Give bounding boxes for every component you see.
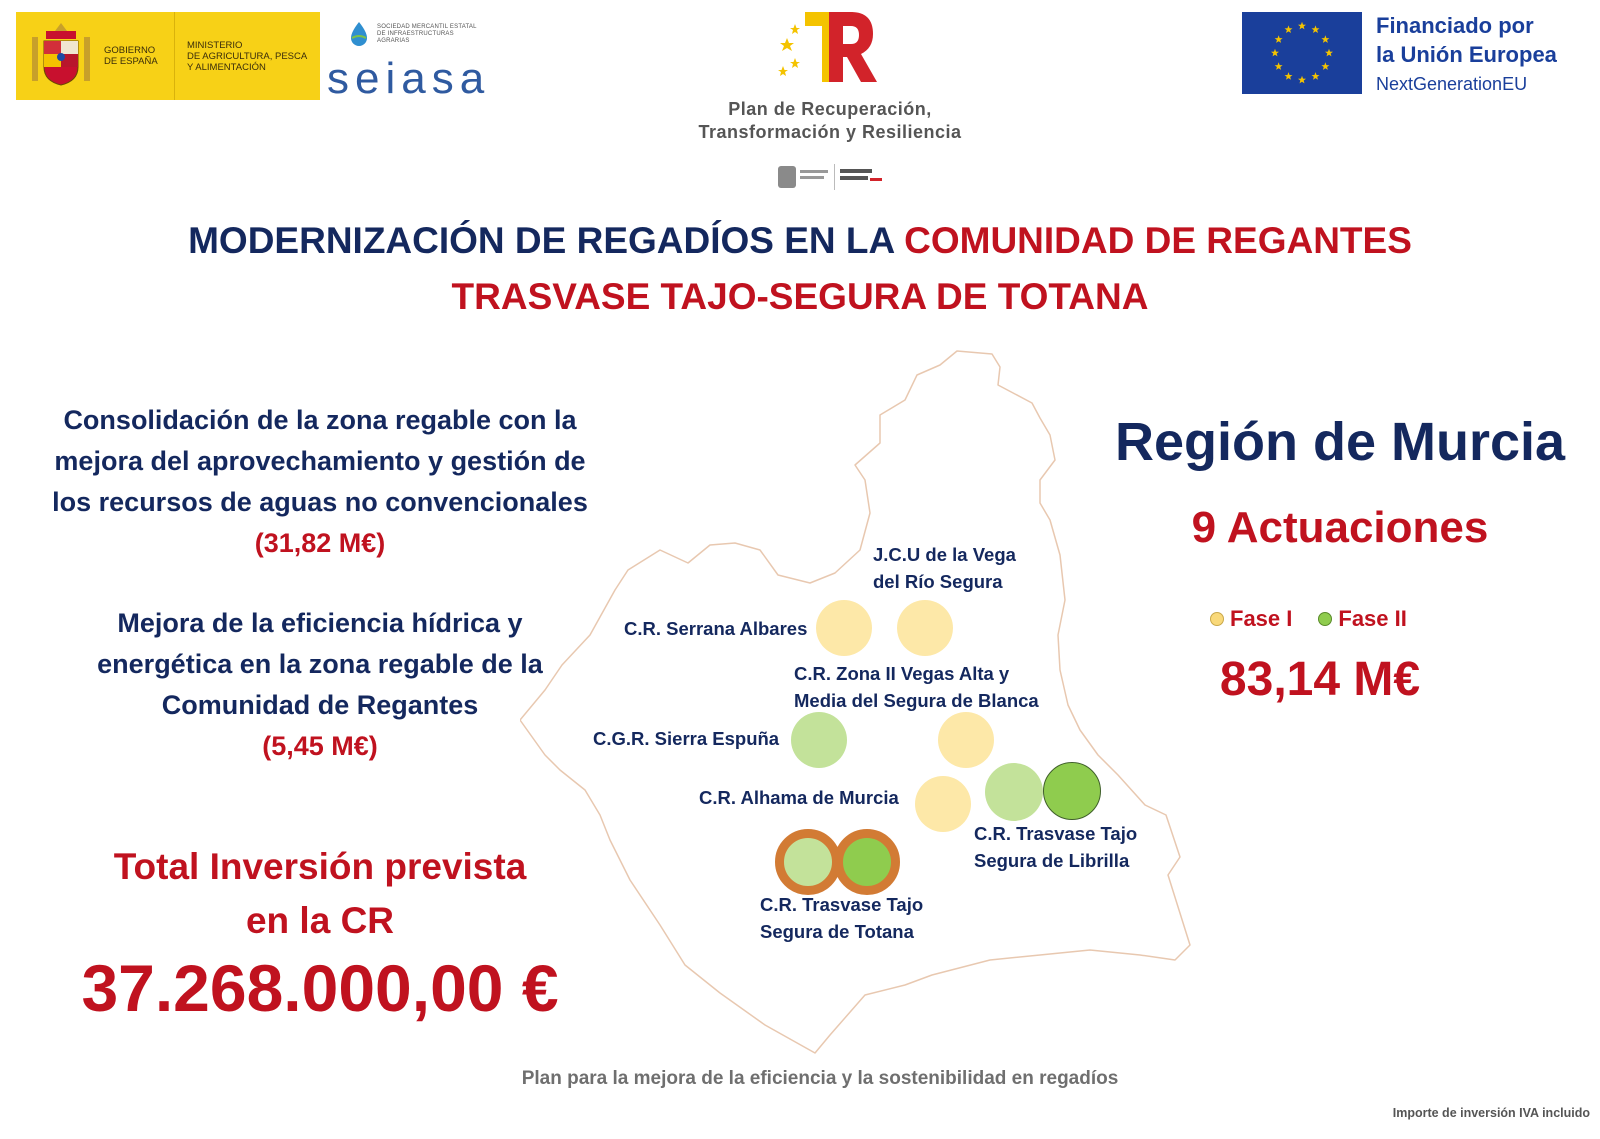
region-title: Región de Murcia <box>1114 412 1566 472</box>
seiasa-logo <box>325 18 491 103</box>
tr-logo-icon <box>775 8 885 88</box>
plan-recuperacion-logo <box>660 8 1000 188</box>
region-budget: 83,14 M€ <box>1219 653 1421 706</box>
water-drop-icon <box>345 20 373 48</box>
jcu-line1: J.C.U de la Vega <box>873 544 1016 565</box>
plan-line1: Plan de Recuperación, <box>728 99 932 119</box>
legend-fase1 <box>1210 606 1292 632</box>
jcu-line2: del Río Segura <box>873 571 1003 592</box>
main-title-line1 <box>0 218 1600 264</box>
serrana-albares-marker <box>816 600 872 656</box>
total-investment-heading <box>10 840 630 948</box>
gov-line1: GOBIERNO <box>104 45 156 56</box>
plan-line2: Transformación y Resiliencia <box>698 122 962 142</box>
seiasa-subtitle-1: SOCIEDAD MERCANTIL ESTATAL <box>377 24 477 30</box>
librilla-line2: Segura de Librilla <box>974 850 1130 871</box>
block2-line1: Mejora de la eficiencia hídrica y <box>117 608 523 638</box>
title-part1: MODERNIZACIÓN DE REGADÍOS EN LA <box>188 220 905 261</box>
label-serrana-albares: C.R. Serrana Albares <box>624 618 808 639</box>
zona-ii-blanca-marker <box>938 712 994 768</box>
sierra-espuna-marker <box>791 712 847 768</box>
gov-separator <box>174 12 175 100</box>
block2-line3: Comunidad de Regantes <box>161 690 479 720</box>
total-investment-amount: 37.268.000,00 € <box>81 951 559 1025</box>
title-part2: COMUNIDAD DE REGANTES <box>904 220 1412 261</box>
ministry-line2: DE AGRICULTURA, PESCA <box>187 50 308 62</box>
gov-line2: DE ESPAÑA <box>104 56 158 67</box>
totana-line1: C.R. Trasvase Tajo <box>760 894 924 915</box>
label-jcu-vega <box>873 541 1016 595</box>
seiasa-subtitle-2: DE INFRAESTRUCTURAS AGRARIAS <box>377 31 454 44</box>
block1-amount: (31,82 M€) <box>254 528 386 558</box>
eu-flag-icon <box>1242 12 1362 94</box>
espana-puede-icon <box>772 160 892 194</box>
eu-funding-logo <box>1242 12 1592 98</box>
ministry-line1: MINISTERIO <box>187 39 243 51</box>
seiasa-wordmark: seiasa <box>327 54 491 103</box>
gobierno-ministerio-logo <box>16 12 320 100</box>
eu-line3: NextGenerationEU <box>1376 74 1528 94</box>
actuaciones-count: 9 Actuaciones <box>1191 503 1489 552</box>
footer-note: Importe de inversión IVA incluido <box>1392 1106 1590 1120</box>
block1-line2: mejora del aprovechamiento y gestión de <box>54 446 586 476</box>
alhama-murcia-marker <box>915 776 971 832</box>
total-line2: en la CR <box>245 900 395 941</box>
zona2-line1: C.R. Zona II Vegas Alta y <box>794 663 1010 684</box>
legend-fase1-label: Fase I <box>1230 606 1293 631</box>
zona2-line2: Media del Segura de Blanca <box>794 690 1039 711</box>
totana-line2: Segura de Totana <box>760 921 914 942</box>
ministry-line3: Y ALIMENTACIÓN <box>187 61 266 73</box>
librilla-fase2-dark-marker <box>1043 762 1101 820</box>
librilla-line1: C.R. Trasvase Tajo <box>974 823 1138 844</box>
legend-fase2 <box>1318 606 1406 632</box>
label-zona-ii <box>794 660 1039 714</box>
objective-block-1 <box>10 400 630 564</box>
label-librilla <box>974 820 1137 874</box>
totana-fase2-light-marker <box>775 829 841 895</box>
label-totana <box>760 891 923 945</box>
label-sierra-espuna: C.G.R. Sierra Espuña <box>593 728 780 749</box>
eu-line2: la Unión Europea <box>1376 42 1557 67</box>
librilla-fase2-light-marker <box>985 763 1043 821</box>
label-alhama: C.R. Alhama de Murcia <box>699 787 899 808</box>
coat-of-arms-icon <box>28 21 94 91</box>
block2-amount: (5,45 M€) <box>262 731 378 761</box>
fase1-dot-icon <box>1210 612 1224 626</box>
block1-line3: los recursos de aguas no convencionales <box>52 487 588 517</box>
jcu-vega-marker <box>897 600 953 656</box>
main-title-line2: TRASVASE TAJO-SEGURA DE TOTANA <box>451 276 1149 317</box>
totana-fase2-dark-marker <box>834 829 900 895</box>
total-line1: Total Inversión prevista <box>113 846 527 887</box>
block2-line2: energética en la zona regable de la <box>97 649 543 679</box>
block1-line1: Consolidación de la zona regable con la <box>63 405 577 435</box>
phase-legend <box>1210 604 1433 634</box>
eu-line1: Financiado por <box>1376 13 1534 38</box>
objective-block-2 <box>10 603 630 767</box>
footer-plan-text: Plan para la mejora de la eficiencia y la sostenibilidad en regadíos <box>521 1068 1119 1089</box>
legend-fase2-label: Fase II <box>1338 606 1407 631</box>
fase2-dot-icon <box>1318 612 1332 626</box>
